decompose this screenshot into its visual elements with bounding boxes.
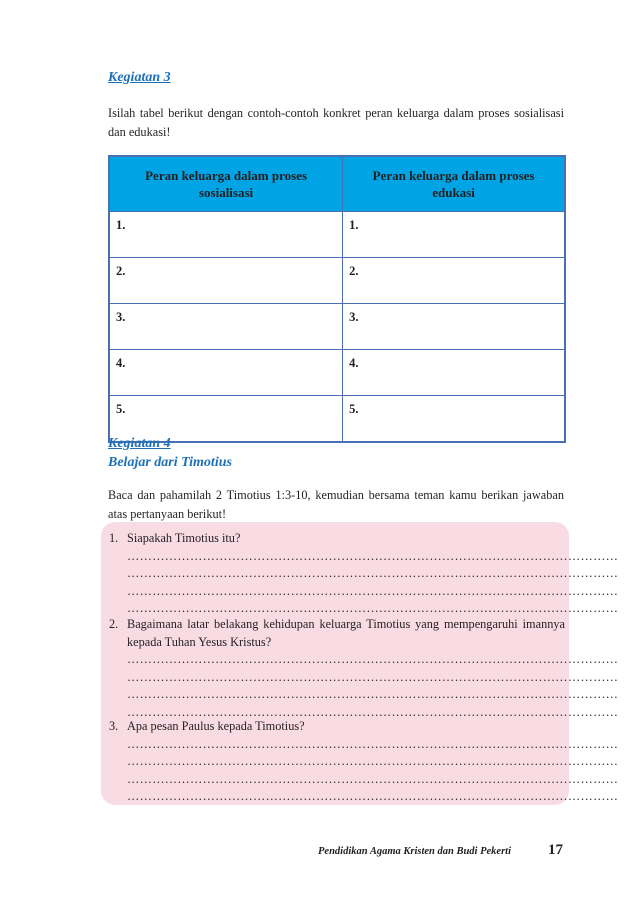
book-title: Pendidikan Agama Kristen dan Budi Pekerti: [318, 846, 512, 857]
table-cell: 2.: [109, 258, 343, 304]
kegiatan-4-instruction: Baca dan pahamilah 2 Timotius 1:3-10, kemudian bersama teman kamu berikan jawaban atas pertanyaan berikut!: [108, 488, 564, 521]
answer-line[interactable]: ………………………………………………………………………………………………………: [127, 736, 619, 751]
kegiatan-3-heading: Kegiatan 3: [108, 70, 171, 85]
table-cell: 3.: [343, 304, 565, 350]
table-cell: 5.: [109, 396, 343, 443]
answer-line[interactable]: ………………………………………………………………………………………………………: [127, 669, 619, 684]
table-row: [109, 396, 565, 443]
header-socialization: Peran keluarga dalam proses sosialisasi: [109, 156, 343, 212]
table-cell: 1.: [109, 212, 343, 258]
question-3: [109, 718, 619, 806]
question-number: 1.: [109, 531, 119, 545]
answer-line[interactable]: ………………………………………………………………………………………………………: [127, 601, 619, 615]
kegiatan-3-instruction: Isilah tabel berikut dengan contoh-contoh konkret peran keluarga dalam proses sosialisasi dan edukasi!: [108, 106, 564, 139]
header-education: Peran keluarga dalam proses edukasi: [343, 156, 565, 212]
question-text: Siapakah Timotius itu?: [127, 531, 241, 545]
answer-line[interactable]: ………………………………………………………………………………………………………: [127, 754, 619, 768]
question-text: Bagaimana latar belakang kehidupan keluarga Timotius yang mempengaruhi imannya kepada Tuhan Yesus Kristus?: [127, 617, 565, 649]
table-cell: 1.: [343, 212, 565, 258]
table-row: [109, 258, 565, 304]
table-row: [109, 212, 565, 258]
kegiatan-4-heading: Kegiatan 4: [108, 436, 171, 451]
answer-line[interactable]: ………………………………………………………………………………………………………: [127, 583, 619, 598]
answer-line[interactable]: ………………………………………………………………………………………………………: [127, 548, 619, 563]
answer-line[interactable]: ………………………………………………………………………………………………………: [127, 687, 619, 701]
role-table: [108, 155, 566, 443]
answer-line[interactable]: ………………………………………………………………………………………………………: [127, 789, 619, 803]
kegiatan-4-subtitle: Belajar dari Timotius: [108, 455, 232, 470]
table-cell: 5.: [343, 396, 565, 443]
question-number: 2.: [109, 617, 119, 631]
answer-line[interactable]: ………………………………………………………………………………………………………: [127, 566, 619, 580]
table-cell: 4.: [109, 350, 343, 396]
answer-line[interactable]: ………………………………………………………………………………………………………: [127, 771, 619, 786]
table-cell: 2.: [343, 258, 565, 304]
table-row: [109, 350, 565, 396]
question-number: 3.: [109, 719, 119, 733]
question-2: [109, 616, 619, 721]
table-cell: 3.: [109, 304, 343, 350]
answer-line[interactable]: ………………………………………………………………………………………………………: [127, 704, 619, 719]
question-1: [109, 530, 619, 618]
question-text: Apa pesan Paulus kepada Timotius?: [127, 719, 305, 733]
answer-line[interactable]: ………………………………………………………………………………………………………: [127, 652, 619, 666]
table-cell: 4.: [343, 350, 565, 396]
table-row: [109, 304, 565, 350]
page-number: 17: [548, 842, 563, 858]
